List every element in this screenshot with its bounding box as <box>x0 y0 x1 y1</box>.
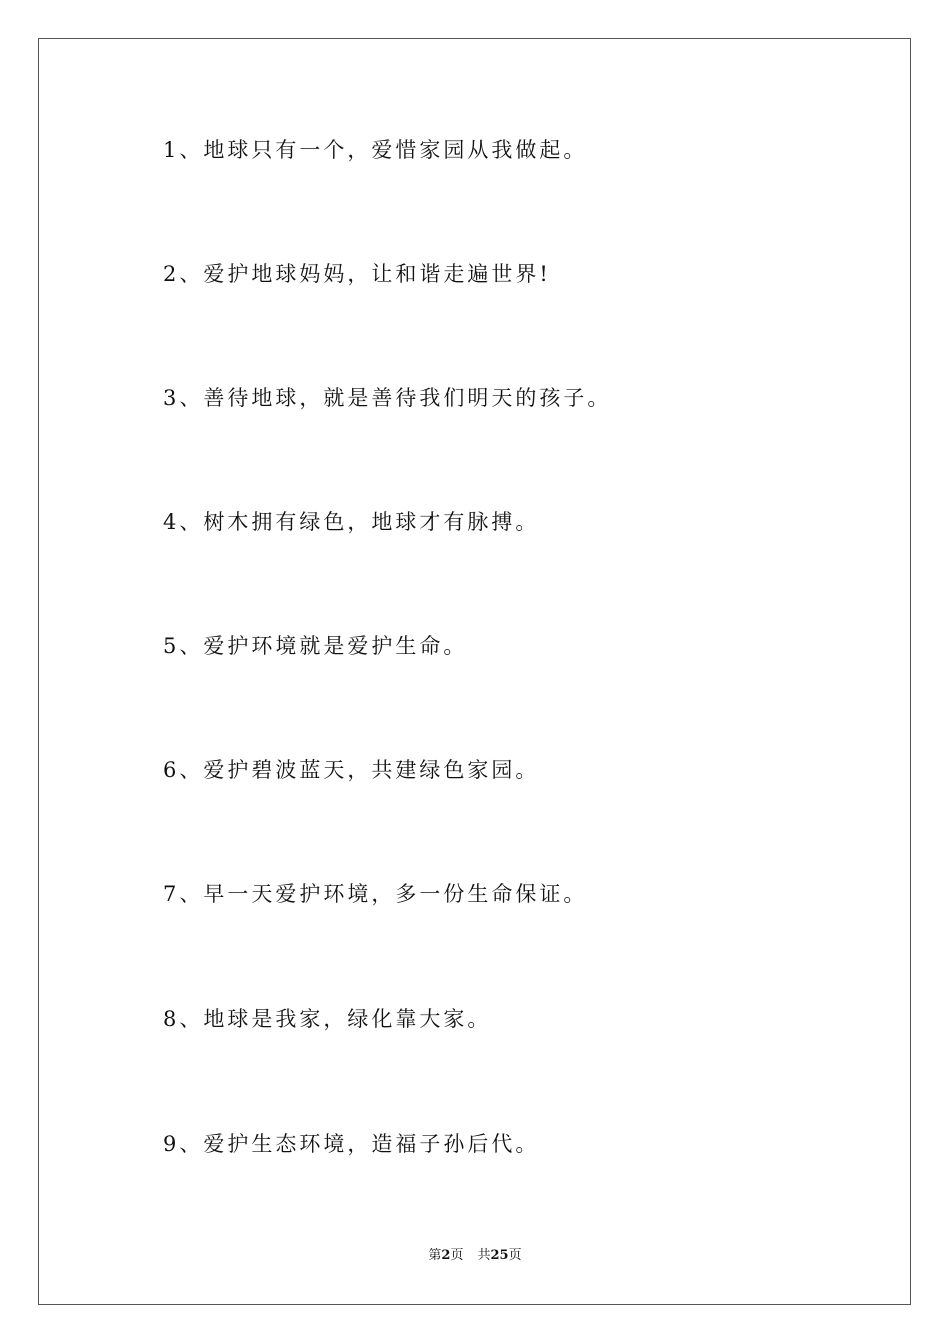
list-item: 4、树木拥有绿色，地球才有脉搏。 <box>163 510 540 534</box>
page-suffix: 页 <box>450 1248 464 1263</box>
page-prefix: 第 <box>428 1248 442 1263</box>
total-prefix: 共 <box>477 1248 491 1263</box>
list-item: 1、地球只有一个，爱惜家园从我做起。 <box>163 138 588 162</box>
page-number: 2 <box>441 1248 451 1263</box>
list-item: 8、地球是我家，绿化靠大家。 <box>163 1007 492 1031</box>
page-border <box>38 38 911 1305</box>
page-footer <box>0 1247 950 1265</box>
list-item: 6、爱护碧波蓝天，共建绿色家园。 <box>163 758 540 782</box>
list-item: 9、爱护生态环境，造福子孙后代。 <box>163 1132 540 1156</box>
list-item: 5、爱护环境就是爱护生命。 <box>163 634 468 658</box>
total-pages: 25 <box>490 1248 509 1263</box>
list-item: 7、早一天爱护环境，多一份生命保证。 <box>163 882 588 906</box>
list-item: 3、善待地球，就是善待我们明天的孩子。 <box>163 386 612 410</box>
total-suffix: 页 <box>508 1248 522 1263</box>
list-item: 2、爱护地球妈妈，让和谐走遍世界! <box>163 262 551 286</box>
